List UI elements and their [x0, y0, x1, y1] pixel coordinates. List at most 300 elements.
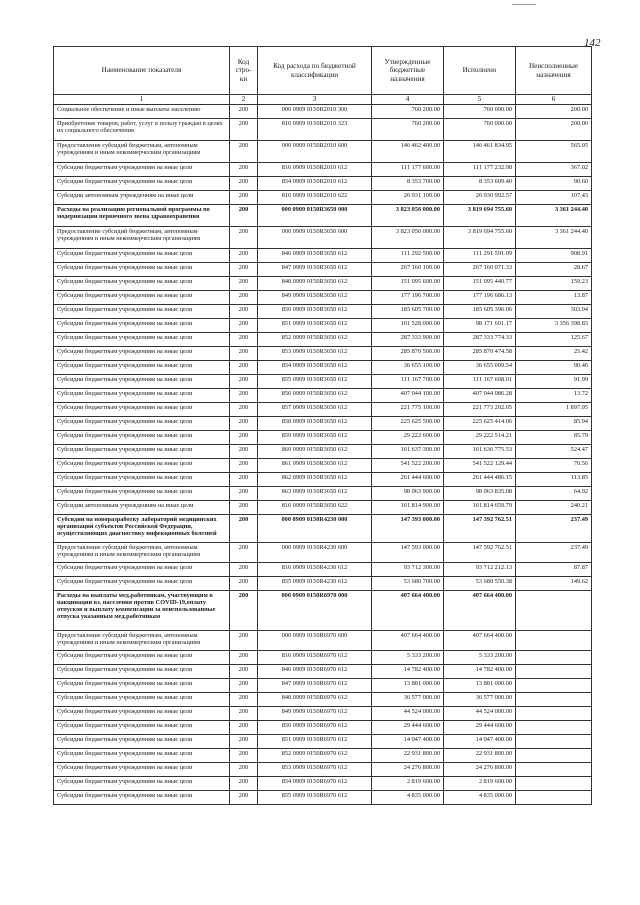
- approved-amount: 161 814 900.00: [372, 501, 444, 515]
- budget-code: 858 0909 0150R3650 612: [258, 417, 372, 431]
- budget-code: 000 0909 0150R2010 600: [258, 141, 372, 163]
- row-code: 200: [230, 651, 258, 665]
- budget-code: 000 0909 0150R4230 000: [258, 515, 372, 543]
- approved-amount: 285 870 500.00: [372, 347, 444, 361]
- budget-code: 854 0909 0150R6970 612: [258, 777, 372, 791]
- budget-code: 000 0909 0150R6970 600: [258, 631, 372, 651]
- executed-amount: 177 196 686.13: [444, 291, 516, 305]
- executed-amount: 261 444 486.15: [444, 473, 516, 487]
- row-code: 200: [230, 665, 258, 679]
- approved-amount: 111 177 600.00: [372, 163, 444, 177]
- approved-amount: 151 095 600.00: [372, 277, 444, 291]
- row-name: Субсидии бюджетным учреждениям на иные цели: [54, 735, 230, 749]
- unexecuted-amount: [516, 591, 592, 631]
- approved-amount: 146 462 400.00: [372, 141, 444, 163]
- unexecuted-amount: 113.85: [516, 473, 592, 487]
- row-name: Субсидии бюджетным учреждениям на иные цели: [54, 577, 230, 591]
- unexecuted-amount: 200.00: [516, 105, 592, 119]
- row-code: 200: [230, 707, 258, 721]
- budget-code: 862 0909 0150R3650 612: [258, 473, 372, 487]
- row-name: Субсидии бюджетным учреждениям на иные цели: [54, 563, 230, 577]
- executed-amount: 36 577 000.00: [444, 693, 516, 707]
- approved-amount: 3 823 056 000.00: [372, 227, 444, 249]
- executed-amount: 185 605 396.06: [444, 305, 516, 319]
- executed-amount: 221 773 202.05: [444, 403, 516, 417]
- row-code: 200: [230, 249, 258, 263]
- approved-amount: 4 835 000.00: [372, 791, 444, 805]
- row-name: Субсидии бюджетным учреждениям на иные цели: [54, 263, 230, 277]
- budget-code: 850 0909 0150R6970 612: [258, 721, 372, 735]
- approved-amount: 287 333 900.00: [372, 333, 444, 347]
- table-row: [54, 577, 592, 591]
- column-number: 4: [372, 95, 444, 105]
- table-row: [54, 305, 592, 319]
- approved-amount: 161 637 300.00: [372, 445, 444, 459]
- executed-amount: 53 680 550.38: [444, 577, 516, 591]
- row-name: Субсидии бюджетным учреждениям на иные цели: [54, 347, 230, 361]
- executed-amount: 98 063 835.08: [444, 487, 516, 501]
- budget-code: 000 0909 0150R4230 600: [258, 543, 372, 563]
- table-row: [54, 473, 592, 487]
- unexecuted-amount: [516, 693, 592, 707]
- row-code: 200: [230, 105, 258, 119]
- row-name: Расходы на реализацию региональной программы по модернизации первичного звена здравоохранения: [54, 205, 230, 227]
- row-code: 200: [230, 291, 258, 305]
- table-row: [54, 375, 592, 389]
- table-row: [54, 749, 592, 763]
- row-code: 200: [230, 721, 258, 735]
- row-code: 200: [230, 361, 258, 375]
- budget-code: 000 0909 0150R3650 000: [258, 205, 372, 227]
- unexecuted-amount: 240.21: [516, 501, 592, 515]
- unexecuted-amount: [516, 763, 592, 777]
- row-name: Субсидии бюджетным учреждениям на иные цели: [54, 777, 230, 791]
- unexecuted-amount: 70.56: [516, 459, 592, 473]
- row-name: Субсидии бюджетным учреждениям на иные цели: [54, 305, 230, 319]
- row-code: 200: [230, 305, 258, 319]
- table-row: [54, 735, 592, 749]
- table-row: [54, 417, 592, 431]
- unexecuted-amount: 85.94: [516, 417, 592, 431]
- table-row: [54, 227, 592, 249]
- approved-amount: 24 276 800.00: [372, 763, 444, 777]
- unexecuted-amount: 64.92: [516, 487, 592, 501]
- unexecuted-amount: 367.02: [516, 163, 592, 177]
- executed-amount: 287 333 774.33: [444, 333, 516, 347]
- row-name: Субсидии бюджетным учреждениям на иные цели: [54, 721, 230, 735]
- unexecuted-amount: 3 361 244.40: [516, 205, 592, 227]
- table-row: [54, 487, 592, 501]
- executed-amount: 161 814 659.79: [444, 501, 516, 515]
- table-row: [54, 389, 592, 403]
- approved-amount: 177 196 700.00: [372, 291, 444, 305]
- budget-code: 851 0909 0150R3650 612: [258, 319, 372, 333]
- header-executed: Исполнено: [444, 47, 516, 95]
- header-approved: Утвержденные бюджетные назначения: [372, 47, 444, 95]
- executed-amount: 98 171 601.17: [444, 319, 516, 333]
- table-row: [54, 693, 592, 707]
- executed-amount: 111 291 591.09: [444, 249, 516, 263]
- row-name: Субсидии бюджетным учреждениям на иные цели: [54, 445, 230, 459]
- unexecuted-amount: [516, 665, 592, 679]
- row-name: Приобретение товаров, работ, услуг в пользу граждан в целях их социального обеспечения: [54, 119, 230, 141]
- table-row: [54, 431, 592, 445]
- budget-code: 861 0909 0150R3650 612: [258, 459, 372, 473]
- table-row: [54, 791, 592, 805]
- row-name: Субсидии бюджетным учреждениям на иные цели: [54, 361, 230, 375]
- unexecuted-amount: 13.72: [516, 389, 592, 403]
- executed-amount: 5 333 200.00: [444, 651, 516, 665]
- row-code: 200: [230, 791, 258, 805]
- column-number: 2: [230, 95, 258, 105]
- row-name: Субсидии бюджетным учреждениям на иные цели: [54, 693, 230, 707]
- row-name: Субсидии бюджетным учреждениям на иные цели: [54, 459, 230, 473]
- budget-code: 848 0909 0150R3650 612: [258, 277, 372, 291]
- approved-amount: 267 160 100.00: [372, 263, 444, 277]
- table-row: [54, 543, 592, 563]
- row-code: 200: [230, 473, 258, 487]
- approved-amount: 225 625 500.00: [372, 417, 444, 431]
- budget-code: 849 0909 0150R6970 612: [258, 707, 372, 721]
- row-code: 200: [230, 577, 258, 591]
- row-name: Субсидии бюджетным учреждениям на иные цели: [54, 679, 230, 693]
- column-number: 3: [258, 95, 372, 105]
- table-row: [54, 777, 592, 791]
- unexecuted-amount: 28.67: [516, 263, 592, 277]
- table-row: [54, 105, 592, 119]
- row-code: 200: [230, 735, 258, 749]
- row-name: Субсидии бюджетным учреждениям на иные цели: [54, 277, 230, 291]
- unexecuted-amount: 87.87: [516, 563, 592, 577]
- executed-amount: 14 782 400.00: [444, 665, 516, 679]
- budget-code: 846 0909 0150R3650 612: [258, 249, 372, 263]
- unexecuted-amount: 3 361 244.40: [516, 227, 592, 249]
- approved-amount: 760 200.00: [372, 119, 444, 141]
- row-code: 200: [230, 403, 258, 417]
- unexecuted-amount: 3 356 398.83: [516, 319, 592, 333]
- approved-amount: 3 823 056 000.00: [372, 205, 444, 227]
- row-code: 200: [230, 177, 258, 191]
- executed-amount: 760 000.00: [444, 119, 516, 141]
- table-row: [54, 707, 592, 721]
- page-number: 142: [584, 37, 601, 49]
- executed-amount: 22 931 800.00: [444, 749, 516, 763]
- approved-amount: 147 393 000.00: [372, 515, 444, 543]
- unexecuted-amount: 524.47: [516, 445, 592, 459]
- executed-amount: 151 095 440.77: [444, 277, 516, 291]
- executed-amount: 161 636 775.53: [444, 445, 516, 459]
- approved-amount: 147 393 000.00: [372, 543, 444, 563]
- table-row: [54, 163, 592, 177]
- row-code: 200: [230, 749, 258, 763]
- approved-amount: 36 577 000.00: [372, 693, 444, 707]
- table-row: [54, 721, 592, 735]
- budget-code: 847 0909 0150R6970 612: [258, 679, 372, 693]
- row-name: Субсидии бюджетным учреждениям на иные цели: [54, 163, 230, 177]
- row-name: Предоставление субсидий бюджетным, автономным учреждениям и иным некоммерческим организациям: [54, 141, 230, 163]
- executed-amount: 760 000.00: [444, 105, 516, 119]
- approved-amount: 53 680 700.00: [372, 577, 444, 591]
- table-row: [54, 459, 592, 473]
- approved-amount: 36 655 100.00: [372, 361, 444, 375]
- unexecuted-amount: 91.99: [516, 375, 592, 389]
- column-number-row: [54, 95, 592, 105]
- approved-amount: 261 444 600.00: [372, 473, 444, 487]
- unexecuted-amount: [516, 735, 592, 749]
- row-code: 200: [230, 679, 258, 693]
- table-row: [54, 277, 592, 291]
- column-number: 1: [54, 95, 230, 105]
- approved-amount: 185 605 700.00: [372, 305, 444, 319]
- executed-amount: 13 881 000.00: [444, 679, 516, 693]
- header-row-code: Код стро-ки: [230, 47, 258, 95]
- row-code: 200: [230, 389, 258, 403]
- table-row: [54, 205, 592, 227]
- unexecuted-amount: 107.43: [516, 191, 592, 205]
- table-row: [54, 361, 592, 375]
- approved-amount: 407 664 400.00: [372, 591, 444, 631]
- approved-amount: 541 522 200.00: [372, 459, 444, 473]
- executed-amount: 24 276 800.00: [444, 763, 516, 777]
- approved-amount: 29 444 600.00: [372, 721, 444, 735]
- table-row: [54, 763, 592, 777]
- unexecuted-amount: 1 897.95: [516, 403, 592, 417]
- table-row: [54, 119, 592, 141]
- executed-amount: 541 522 129.44: [444, 459, 516, 473]
- approved-amount: 29 222 600.00: [372, 431, 444, 445]
- unexecuted-amount: 90.60: [516, 177, 592, 191]
- row-name: Субсидии бюджетным учреждениям на иные цели: [54, 417, 230, 431]
- approved-amount: 13 881 000.00: [372, 679, 444, 693]
- scan-mark: [512, 4, 536, 5]
- table-row: [54, 319, 592, 333]
- row-name: Социальное обеспечение и иные выплаты населению: [54, 105, 230, 119]
- row-code: 200: [230, 777, 258, 791]
- header-name: Наименование показателя: [54, 47, 230, 95]
- table-row: [54, 191, 592, 205]
- row-code: 200: [230, 591, 258, 631]
- budget-code: 855 0909 0150R3650 612: [258, 375, 372, 389]
- table-row: [54, 515, 592, 543]
- row-code: 200: [230, 763, 258, 777]
- unexecuted-amount: [516, 707, 592, 721]
- column-number: 6: [516, 95, 592, 105]
- row-name: Субсидии бюджетным учреждениям на иные цели: [54, 375, 230, 389]
- row-name: Субсидии бюджетным учреждениям на иные цели: [54, 473, 230, 487]
- row-name: Предоставление субсидий бюджетным, автономным учреждениям и иным некоммерческим организациям: [54, 227, 230, 249]
- unexecuted-amount: 90.46: [516, 361, 592, 375]
- executed-amount: 29 222 514.21: [444, 431, 516, 445]
- unexecuted-amount: [516, 749, 592, 763]
- budget-code: 863 0909 0150R3650 612: [258, 487, 372, 501]
- row-name: Субсидии на новоразработку лабораторий медицинских организаций субъектов Российской Федерации, осуществляющих диагностику инфекционных болезней: [54, 515, 230, 543]
- approved-amount: 93 712 300.00: [372, 563, 444, 577]
- unexecuted-amount: [516, 791, 592, 805]
- executed-amount: 147 392 762.51: [444, 543, 516, 563]
- budget-code: 852 0909 0150R3650 612: [258, 333, 372, 347]
- row-name: Субсидии бюджетным учреждениям на иные цели: [54, 291, 230, 305]
- row-code: 200: [230, 431, 258, 445]
- row-code: 200: [230, 319, 258, 333]
- table-row: [54, 347, 592, 361]
- executed-amount: 26 930 992.57: [444, 191, 516, 205]
- row-name: Субсидии бюджетным учреждениям на иные цели: [54, 333, 230, 347]
- row-code: 200: [230, 631, 258, 651]
- budget-code: 853 0909 0150R6970 612: [258, 763, 372, 777]
- executed-amount: 44 524 000.00: [444, 707, 516, 721]
- budget-code: 855 0909 0150R6970 612: [258, 791, 372, 805]
- executed-amount: 8 353 609.40: [444, 177, 516, 191]
- table-row: [54, 445, 592, 459]
- row-name: Субсидии бюджетным учреждениям на иные цели: [54, 791, 230, 805]
- executed-amount: 3 819 694 755.60: [444, 205, 516, 227]
- executed-amount: 4 835 000.00: [444, 791, 516, 805]
- approved-amount: 111 167 700.00: [372, 375, 444, 389]
- unexecuted-amount: [516, 651, 592, 665]
- row-code: 200: [230, 333, 258, 347]
- approved-amount: 407 044 100.00: [372, 389, 444, 403]
- approved-amount: 14 047 400.00: [372, 735, 444, 749]
- unexecuted-amount: [516, 679, 592, 693]
- table-row: [54, 141, 592, 163]
- approved-amount: 26 931 100.00: [372, 191, 444, 205]
- table-row: [54, 263, 592, 277]
- row-code: 200: [230, 163, 258, 177]
- row-name: Субсидии бюджетным учреждениям на иные цели: [54, 763, 230, 777]
- executed-amount: 267 160 071.33: [444, 263, 516, 277]
- executed-amount: 407 044 086.28: [444, 389, 516, 403]
- approved-amount: 221 775 100.00: [372, 403, 444, 417]
- row-name: Субсидии автономным учреждениям на иные цели: [54, 191, 230, 205]
- executed-amount: 93 712 212.13: [444, 563, 516, 577]
- row-name: Субсидии бюджетным учреждениям на иные цели: [54, 651, 230, 665]
- table-row: [54, 651, 592, 665]
- executed-amount: 29 444 600.00: [444, 721, 516, 735]
- approved-amount: 101 528 000.00: [372, 319, 444, 333]
- unexecuted-amount: 159.23: [516, 277, 592, 291]
- table-row: [54, 291, 592, 305]
- row-name: Субсидии бюджетным учреждениям на иные цели: [54, 249, 230, 263]
- budget-code: 859 0909 0150R3650 612: [258, 431, 372, 445]
- table-row: [54, 679, 592, 693]
- budget-code: 816 0909 0150R4230 612: [258, 563, 372, 577]
- budget-code: 853 0909 0150R3650 612: [258, 347, 372, 361]
- row-name: Субсидии бюджетным учреждениям на иные цели: [54, 431, 230, 445]
- table-row: [54, 333, 592, 347]
- row-code: 200: [230, 487, 258, 501]
- row-name: Субсидии автономным учреждениям на иные цели: [54, 501, 230, 515]
- unexecuted-amount: [516, 631, 592, 651]
- budget-code: 856 0909 0150R3650 612: [258, 389, 372, 403]
- budget-code: 816 0909 0150R2010 612: [258, 163, 372, 177]
- column-number: 5: [444, 95, 516, 105]
- row-name: Предоставление субсидий бюджетным, автономным учреждениям и иным некоммерческим организациям: [54, 543, 230, 563]
- row-code: 200: [230, 515, 258, 543]
- executed-amount: 407 664 400.00: [444, 591, 516, 631]
- unexecuted-amount: 908.91: [516, 249, 592, 263]
- table-row: [54, 177, 592, 191]
- executed-amount: 146 461 834.95: [444, 141, 516, 163]
- row-name: Субсидии бюджетным учреждениям на иные цели: [54, 707, 230, 721]
- unexecuted-amount: 149.62: [516, 577, 592, 591]
- unexecuted-amount: 85.79: [516, 431, 592, 445]
- approved-amount: 14 782 400.00: [372, 665, 444, 679]
- row-code: 200: [230, 417, 258, 431]
- executed-amount: 14 047 400.00: [444, 735, 516, 749]
- approved-amount: 111 292 500.00: [372, 249, 444, 263]
- table-row: [54, 665, 592, 679]
- budget-code: 854 0909 0150R2010 612: [258, 177, 372, 191]
- table-row: [54, 563, 592, 577]
- approved-amount: 760 200.00: [372, 105, 444, 119]
- approved-amount: 22 931 800.00: [372, 749, 444, 763]
- budget-table: [53, 46, 592, 805]
- row-code: 200: [230, 277, 258, 291]
- row-name: Субсидии бюджетным учреждениям на иные цели: [54, 665, 230, 679]
- budget-code: 855 0909 0150R4230 612: [258, 577, 372, 591]
- row-name: Субсидии бюджетным учреждениям на иные цели: [54, 319, 230, 333]
- row-code: 200: [230, 191, 258, 205]
- budget-code: 857 0909 0150R3650 612: [258, 403, 372, 417]
- unexecuted-amount: 237.49: [516, 515, 592, 543]
- unexecuted-amount: 237.49: [516, 543, 592, 563]
- budget-code: 816 0909 0150R6970 612: [258, 651, 372, 665]
- header-budget-code: Код расхода по бюджетной классификации: [258, 47, 372, 95]
- approved-amount: 2 819 600.00: [372, 777, 444, 791]
- budget-code: 848 0909 0150R6970 612: [258, 693, 372, 707]
- unexecuted-amount: 303.94: [516, 305, 592, 319]
- executed-amount: 111 177 232.98: [444, 163, 516, 177]
- budget-code: 849 0909 0150R3650 612: [258, 291, 372, 305]
- row-name: Субсидии бюджетным учреждениям на иные цели: [54, 177, 230, 191]
- row-code: 200: [230, 693, 258, 707]
- row-code: 200: [230, 563, 258, 577]
- executed-amount: 407 664 400.00: [444, 631, 516, 651]
- budget-code: 860 0909 0150R3650 612: [258, 445, 372, 459]
- row-code: 200: [230, 263, 258, 277]
- row-code: 200: [230, 445, 258, 459]
- budget-code: 816 0909 0150R2010 323: [258, 119, 372, 141]
- table-row: [54, 591, 592, 631]
- table-row: [54, 249, 592, 263]
- row-name: Субсидии бюджетным учреждениям на иные цели: [54, 487, 230, 501]
- executed-amount: 111 167 608.01: [444, 375, 516, 389]
- header-unexecuted: Неисполненные назначения: [516, 47, 592, 95]
- table-header-row: [54, 47, 592, 95]
- table-body: [54, 105, 592, 805]
- executed-amount: 225 625 414.06: [444, 417, 516, 431]
- unexecuted-amount: 200.00: [516, 119, 592, 141]
- unexecuted-amount: [516, 721, 592, 735]
- row-code: 200: [230, 459, 258, 473]
- row-code: 200: [230, 543, 258, 563]
- unexecuted-amount: [516, 777, 592, 791]
- row-code: 200: [230, 119, 258, 141]
- approved-amount: 8 353 700.00: [372, 177, 444, 191]
- unexecuted-amount: 13.87: [516, 291, 592, 305]
- budget-code: 816 0909 0150R2010 622: [258, 191, 372, 205]
- unexecuted-amount: 25.42: [516, 347, 592, 361]
- budget-code: 854 0909 0150R3650 612: [258, 361, 372, 375]
- executed-amount: 36 655 009.54: [444, 361, 516, 375]
- budget-code: 847 0909 0150R3650 612: [258, 263, 372, 277]
- budget-code: 852 0909 0150R6970 612: [258, 749, 372, 763]
- approved-amount: 98 063 900.00: [372, 487, 444, 501]
- row-code: 200: [230, 141, 258, 163]
- budget-code: 846 0909 0150R6970 612: [258, 665, 372, 679]
- budget-code: 816 0909 0150R3650 622: [258, 501, 372, 515]
- table-row: [54, 631, 592, 651]
